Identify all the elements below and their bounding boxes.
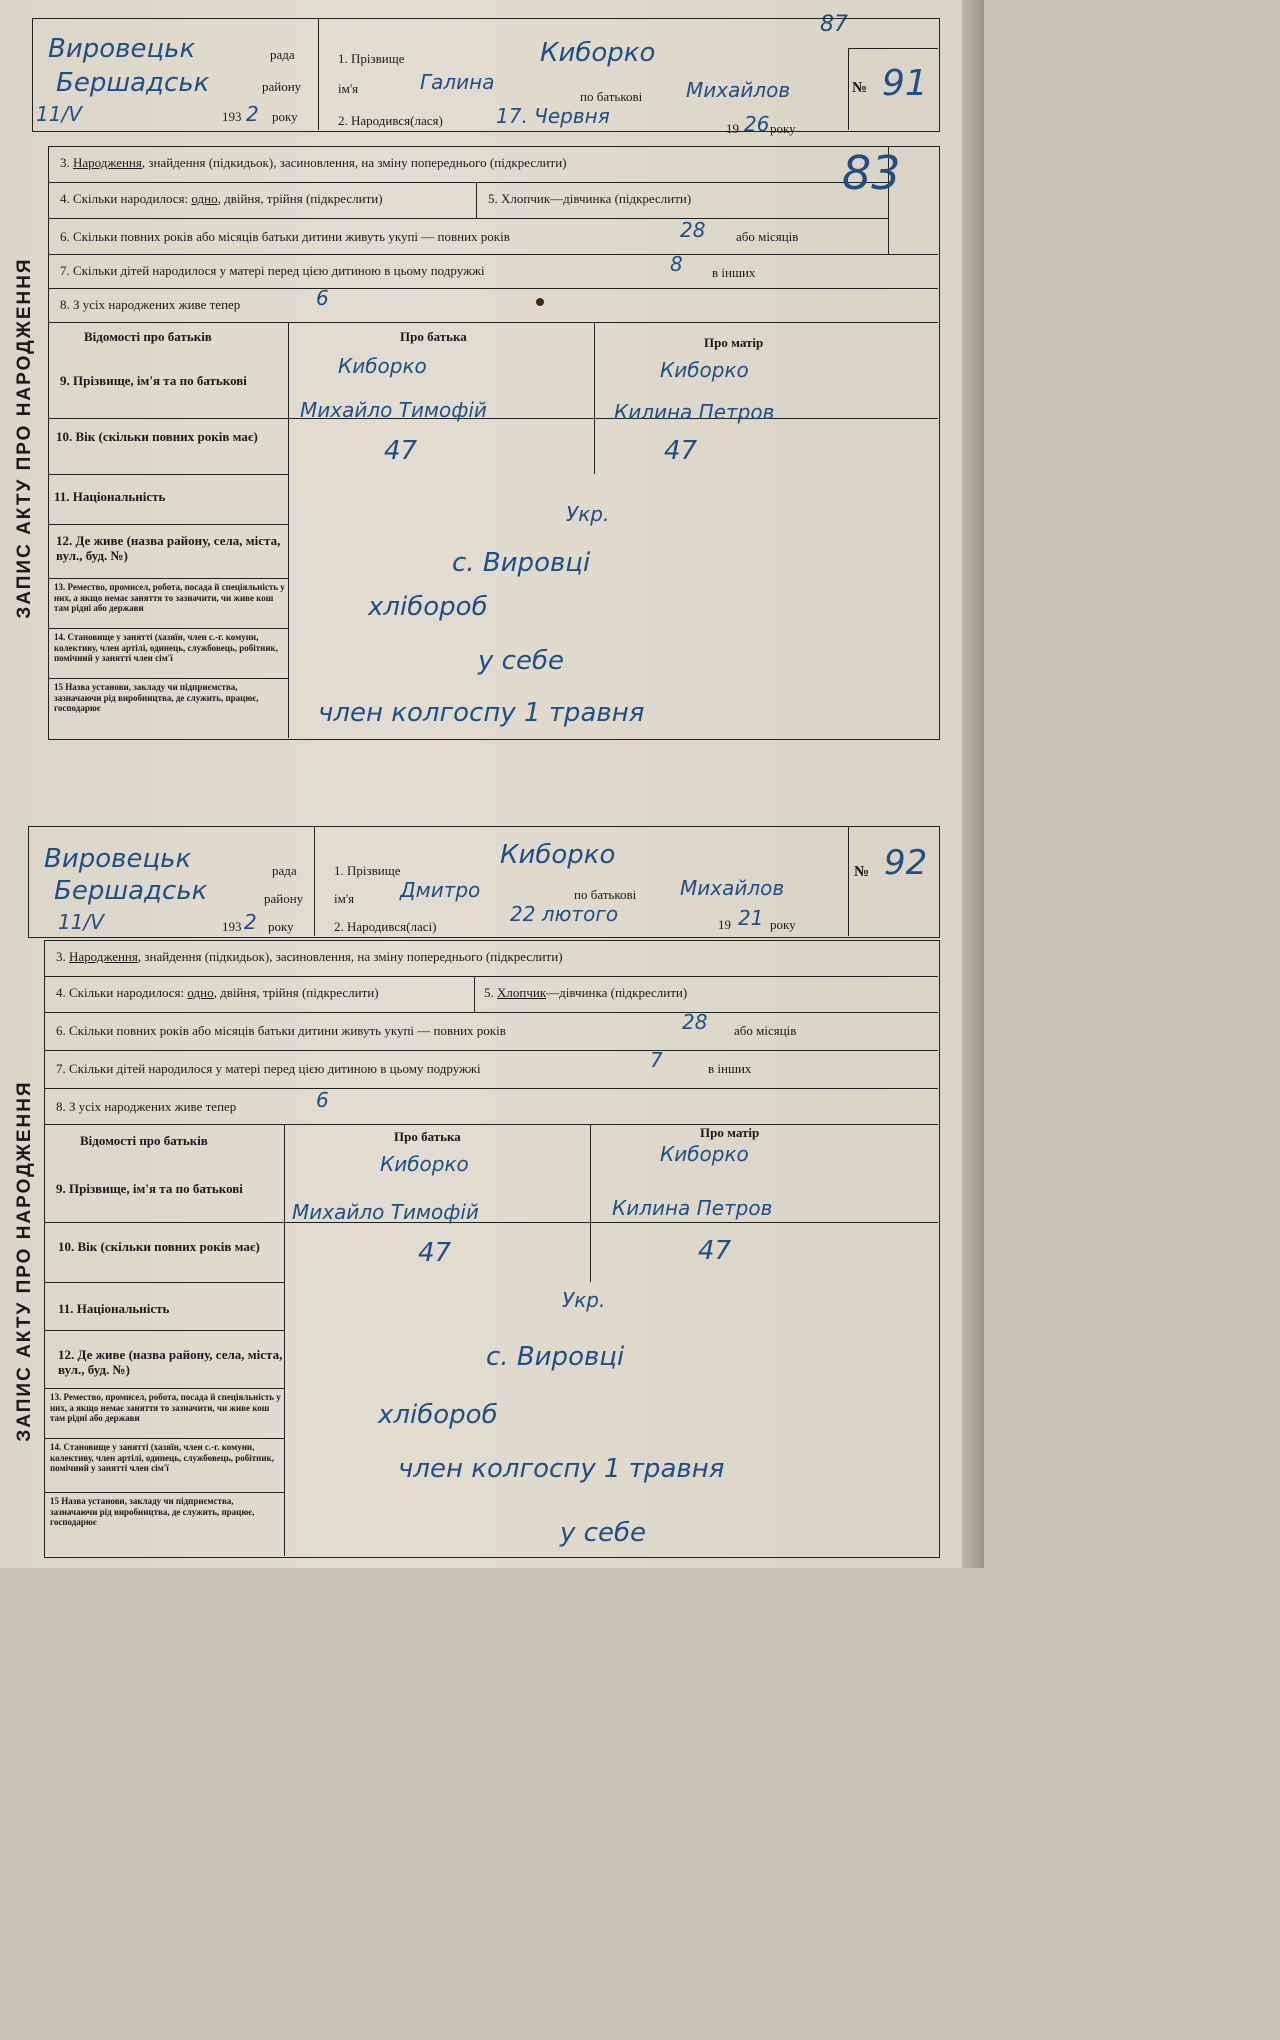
workplace: член колгоспу 1 травня: [318, 698, 645, 728]
birth-date: 17. Червня: [496, 104, 610, 128]
q11-label: 11. Національність: [54, 489, 166, 504]
rada-label: рада: [270, 47, 295, 62]
year-label: року: [272, 109, 298, 124]
registration-year-digit: 2: [246, 102, 259, 126]
q8-label: 8. З усіх народжених живе тепер: [60, 297, 241, 312]
side-title: ЗАПИС АКТУ ПРО НАРОДЖЕННЯ: [14, 1080, 35, 1442]
employment-status: у себе: [560, 1518, 646, 1548]
workplace: член колгоспу 1 травня: [398, 1454, 725, 1484]
birth-year-label: року: [770, 917, 796, 932]
birth-date: 22 лютого: [510, 902, 619, 926]
occupation: хлібороб: [368, 592, 488, 622]
year-label: року: [268, 919, 294, 934]
q15-label: 15 Назва установи, закладу чи підприємства, зазначаючи рід виробництва, де служить, працює, господарює: [50, 1496, 255, 1528]
mother-age: 47: [698, 1236, 732, 1266]
rayon-label: району: [262, 79, 302, 94]
patronymic-label: по батькові: [574, 887, 637, 902]
q9-label: 9. Прізвище, ім'я та по батькові: [56, 1181, 243, 1196]
q12-label: 12. Де живе (назва району, села, міста, вул., буд. №): [58, 1347, 283, 1377]
rada-value: Вировецьк: [44, 844, 192, 874]
registration-date: 11/V: [58, 910, 104, 934]
born-label: 2. Народився(лася): [338, 113, 443, 128]
nationality: Укр.: [562, 1288, 606, 1312]
residence: с. Вировці: [486, 1342, 625, 1372]
birth-year-label: року: [770, 121, 796, 136]
rada-value: Вировецьк: [48, 34, 196, 64]
mother-surname: Киборко: [660, 1142, 749, 1166]
birth-record-1: ЗАПИС АКТУ ПРО НАРОДЖЕННЯ рада району 193 року Вировецьк Бершадськ 11/V 2 1. Прізвище Киборко ім'я Галина по батькові Михайлов 2. Народився(лася) 17. Червня 19 26 року № 91 3. Народження, знайдення (підкидьок), засиновлення, на зміну попереднього (підкреслити) 83 4. Скільки народилося: одно, двійня, трійня (підкреслити) 5. Хлопчик—дівчинка (підкреслити) 6. Скільки повних років або місяців батьки дитини живуть укупі — повних років 28 або місяців 7. Скільки дітей народилося у матері перед цією дитиною в цьому подружжі 8 в інших 8. З усіх народжених живе тепер 6 Відомості про батьків Про батька Про матір 9. Прізвище, ім'я та по батькові Киборко Киборко Михайло Тимофій Килина Петров 10. Вік (скільки повних років має) 47 47 11. Національність Укр. 12. Де живе (назва району, села, міста, вул., буд. №) с. Вировці 13. Ремество, промисел, робота, посада й спеціяльність у них, а якщо немає заняття то зазначити, чи живе кош там рідні або держави хлібороб 14. Становище у занятті (хазяїн, член с.-г. комуни, колективу, член артілі, одинець, службовець, робітник, помічний у занятті член сім'ї у себе 15 Назва установи, закладу чи підприємства, зазначаючи рід виробництва, де служить, працює, господарює член колгоспу 1 травня: [0, 18, 950, 740]
q13-label: 13. Ремество, промисел, робота, посада й спеціяльність у них, а якщо немає заняття то зазначити, чи живе кош там рідні або держави: [54, 582, 285, 614]
q6-label: 6. Скільки повних років або місяців батьки дитини живуть укупі — повних років: [60, 229, 510, 244]
q10-label: 10. Вік (скільки повних років має): [56, 429, 258, 444]
q3-underlined: Народження: [69, 949, 138, 964]
father-age: 47: [384, 436, 418, 466]
year-prefix: 193: [222, 109, 242, 124]
record-number: 91: [882, 63, 928, 104]
name-label: ім'я: [338, 81, 359, 96]
years-together: 28: [682, 1010, 708, 1034]
parents-header: Відомості про батьків: [80, 1133, 208, 1148]
q6-label: 6. Скільки повних років або місяців батьки дитини живуть укупі — повних років: [56, 1023, 506, 1038]
father-name: Михайло Тимофій: [292, 1200, 479, 1224]
born-label: 2. Народився(ласі): [334, 919, 437, 934]
children-alive: 6: [316, 1088, 329, 1112]
father-age: 47: [418, 1238, 452, 1268]
nationality: Укр.: [566, 502, 610, 526]
surname-label: 1. Прізвище: [334, 863, 401, 878]
q4-underlined: одно: [191, 191, 218, 206]
name-label: ім'я: [334, 891, 355, 906]
q10-label: 10. Вік (скільки повних років має): [58, 1239, 260, 1254]
children-alive: 6: [316, 286, 329, 310]
child-surname: Киборко: [540, 38, 656, 68]
q13-label: 13. Ремество, промисел, робота, посада й спеціяльність у них, а якщо немає заняття то зазначити, чи живе кош там рідні або держави: [50, 1392, 281, 1424]
q7-tail: в інших: [712, 265, 756, 280]
parents-header: Відомості про батьків: [84, 329, 212, 344]
page-edge: [962, 0, 984, 1568]
occupation: хлібороб: [378, 1400, 498, 1430]
mother-header: Про матір: [704, 335, 764, 350]
employment-status: у себе: [478, 646, 564, 676]
registration-year-digit: 2: [244, 910, 257, 934]
birth-year-prefix: 19: [726, 121, 739, 136]
child-patronymic: Михайлов: [686, 78, 791, 102]
rada-label: рада: [272, 863, 297, 878]
registration-date: 11/V: [36, 102, 82, 126]
q7-tail: в інших: [708, 1061, 752, 1076]
q6-tail: або місяців: [734, 1023, 797, 1038]
rayon-value: Бершадськ: [56, 68, 210, 98]
q12-label: 12. Де живе (назва району, села, міста, вул., буд. №): [56, 533, 281, 563]
rayon-value: Бершадськ: [54, 876, 208, 906]
q5-label: 5. Хлопчик—дівчинка (підкреслити): [488, 191, 692, 206]
year-prefix: 193: [222, 919, 242, 934]
page-number: 87: [820, 12, 848, 37]
q6-tail: або місяців: [736, 229, 799, 244]
q15-label: 15 Назва установи, закладу чи підприємства, зазначаючи рід виробництва, де служить, працює, господарює: [54, 682, 259, 714]
q4-underlined: одно: [187, 985, 214, 1000]
child-patronymic: Михайлов: [680, 876, 785, 900]
q14-label: 14. Становище у занятті (хазяїн, член с.-г. комуни, колективу, член артілі, одинець, службовець, робітник, помічний у занятті член сім'ї: [50, 1442, 274, 1474]
birth-year-prefix: 19: [718, 917, 731, 932]
q8-label: 8. З усіх народжених живе тепер: [56, 1099, 237, 1114]
patronymic-label: по батькові: [580, 89, 643, 104]
child-name: Галина: [420, 70, 495, 94]
birth-year-value: 21: [738, 906, 764, 930]
rayon-label: району: [264, 891, 304, 906]
q7-label: 7. Скільки дітей народилося у матері перед цією дитиною в цьому подружжі: [56, 1061, 481, 1076]
number-label: №: [852, 80, 868, 96]
birth-year-value: 26: [744, 112, 770, 136]
father-name: Михайло Тимофій: [300, 398, 487, 422]
children-before: 8: [670, 252, 683, 276]
number-label: №: [854, 864, 870, 880]
father-surname: Киборко: [380, 1152, 469, 1176]
surname-label: 1. Прізвище: [338, 51, 405, 66]
margin-number: 83: [842, 146, 901, 200]
mother-surname: Киборко: [660, 358, 749, 382]
ink-blot: [536, 298, 544, 306]
q14-label: 14. Становище у занятті (хазяїн, член с.-г. комуни, колективу, член артілі, одинець, службовець, робітник, помічний у занятті член сім'ї: [54, 632, 278, 664]
q9-label: 9. Прізвище, ім'я та по батькові: [60, 373, 247, 388]
mother-name: Килина Петров: [614, 400, 775, 424]
mother-age: 47: [664, 436, 698, 466]
q7-label: 7. Скільки дітей народилося у матері перед цією дитиною в цьому подружжі: [60, 263, 485, 278]
q11-label: 11. Національність: [58, 1301, 170, 1316]
residence: с. Вировці: [452, 548, 591, 578]
father-header: Про батька: [400, 329, 467, 344]
father-header: Про батька: [394, 1129, 461, 1144]
q3-underlined: Народження: [73, 155, 142, 170]
record-number: 92: [884, 843, 928, 883]
years-together: 28: [680, 218, 706, 242]
mother-header: Про матір: [700, 1125, 760, 1140]
father-surname: Киборко: [338, 354, 427, 378]
birth-record-2: ЗАПИС АКТУ ПРО НАРОДЖЕННЯ рада району 193 року Вировецьк Бершадськ 11/V 2 1. Прізвище Киборко ім'я Дмитро по батькові Михайлов 2. Народився(ласі) 22 лютого 19 21 року № 92 3. Народження, знайдення (підкидьок), засиновлення, на зміну попереднього (підкреслити) 4. Скільки народилося: одно, двійня, трійня (підкреслити) 5. Хлопчик—дівчинка (підкреслити) 6. Скільки повних років або місяців батьки дитини живуть укупі — повних років 28 або місяців 7. Скільки дітей народилося у матері перед цією дитиною в цьому подружжі 7 в інших 8. З усіх народжених живе тепер 6 Відомості про батьків Про батька Про матір 9. Прізвище, ім'я та по батькові Киборко Киборко Михайло Тимофій Килина Петров 10. Вік (скільки повних років має) 47 47 11. Національність Укр. 12. Де живе (назва району, села, міста, вул., буд. №) с. Вировці 13. Ремество, промисел, робота, посада й спеціяльність у них, а якщо немає заняття то зазначити, чи живе кош там рідні або держави хлібороб 14. Становище у занятті (хазяїн, член с.-г. комуни, колективу, член артілі, одинець, службовець, робітник, помічний у занятті член сім'ї член колгоспу 1 травня 15 Назва установи, закладу чи підприємства, зазначаючи рід виробництва, де служить, працює, господарює у себе: [0, 826, 950, 1556]
side-title: ЗАПИС АКТУ ПРО НАРОДЖЕННЯ: [14, 257, 35, 619]
children-before: 7: [650, 1048, 663, 1072]
child-name: Дмитро: [400, 878, 481, 902]
mother-name: Килина Петров: [612, 1196, 773, 1220]
q5-underlined: Хлопчик: [497, 985, 547, 1000]
child-surname: Киборко: [500, 840, 616, 870]
